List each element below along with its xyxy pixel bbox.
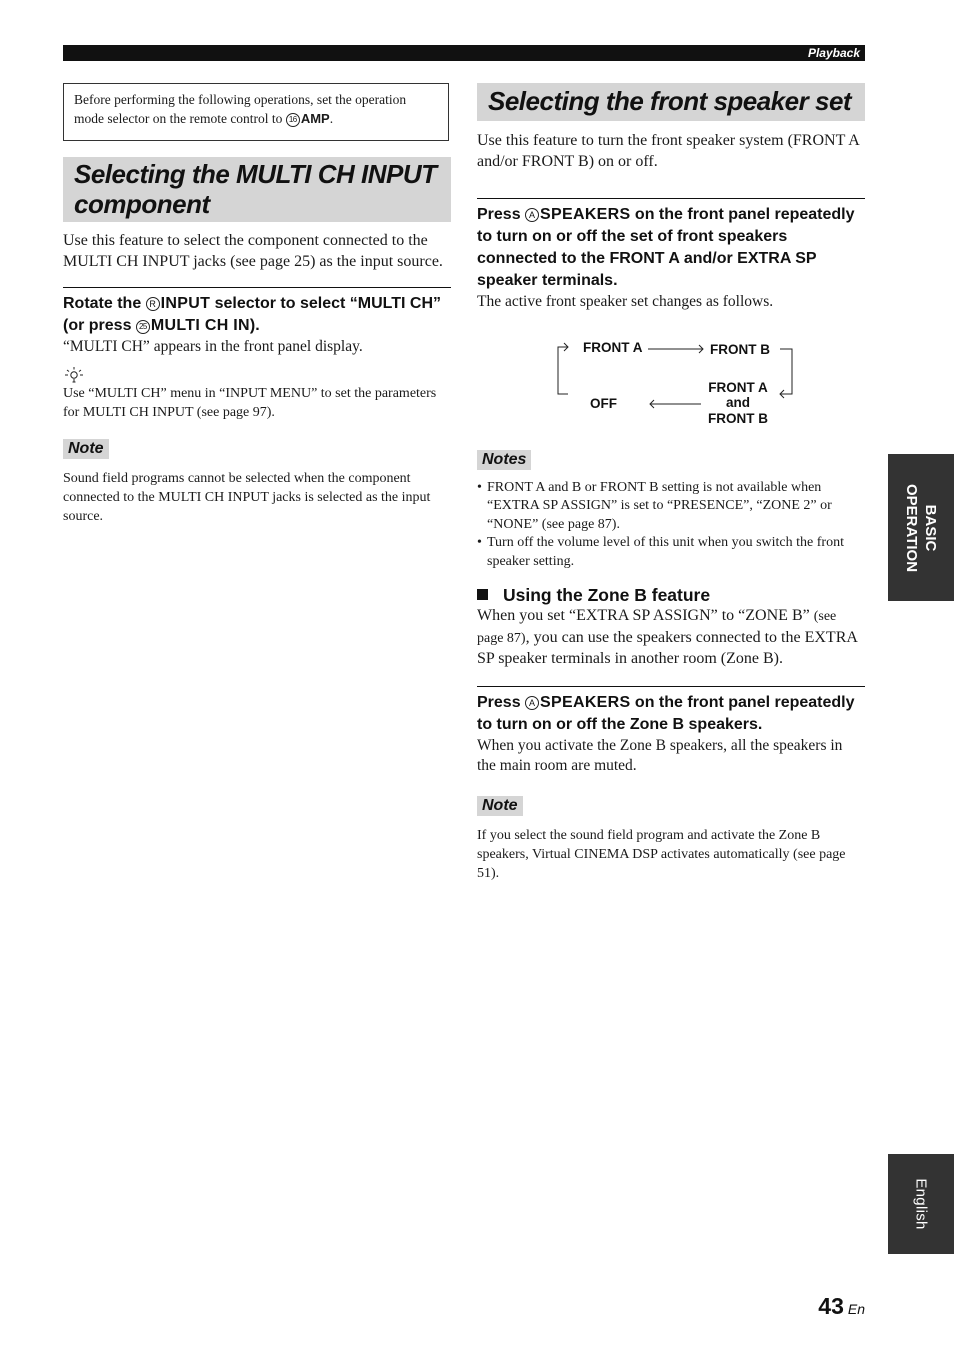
zone-b-text: When you set “EXTRA SP ASSIGN” to “ZONE B” (see page 87), you can use the speakers connected to the EXTRA SP speaker terminals in another room (Zone B).	[477, 607, 858, 667]
note-label: Note	[477, 796, 523, 816]
multi-ch-in-key: MULTI CH IN	[150, 317, 250, 334]
page-number: 43 En	[818, 1293, 865, 1319]
front-a-label: FRONT A	[583, 339, 643, 355]
notes-label: Notes	[477, 450, 531, 470]
amp-ref-number: 16	[286, 113, 300, 127]
section-name: Playback	[807, 46, 860, 60]
zone-b-subhead: Using the Zone B feature	[477, 584, 865, 606]
speakers-key: SPEAKERS	[540, 206, 631, 223]
list-item: • FRONT A and B or FRONT B setting is not available when “EXTRA SP ASSIGN” is set to “PRESENCE”, “ZONE 2” or “NONE” (see page 87).	[477, 479, 865, 535]
speakers-ref-letter: A	[525, 208, 539, 222]
speakers-key: SPEAKERS	[540, 693, 631, 711]
operation-mode-note: Before performing the following operations, set the operation mode selector on the remote control to 16 AMP.	[63, 83, 449, 141]
multi-ch-intro: Use this feature to select the component connected to the MULTI CH INPUT jacks (see page 25) as the input source.	[63, 232, 443, 270]
off-label: OFF	[590, 395, 617, 411]
operation-mode-text: Before performing the following operations, set the operation mode selector on the remote control to	[74, 92, 407, 126]
multi-ch-title: Selecting the MULTI CH INPUT component	[63, 157, 451, 222]
front-b-label: FRONT B	[710, 341, 770, 357]
tip-text: Use “MULTI CH” menu in “INPUT MENU” to set the parameters for MULTI CH INPUT (see page 97).	[63, 385, 437, 420]
front-a-and-b-label: FRONT A and FRONT B	[708, 379, 768, 426]
amp-ref-label: AMP	[300, 111, 330, 126]
left-column	[63, 83, 451, 526]
zone-b-note: If you select the sound field program and activate the Zone B speakers, Virtual CINEMA DSP activates automatically (see page 51).	[477, 827, 846, 881]
note-label: Note	[63, 439, 109, 459]
multi-ch-step-result: “MULTI CH” appears in the front panel display.	[63, 338, 363, 355]
speakers-ref-letter: A	[525, 696, 539, 710]
speakers-step-result: The active front speaker set changes as follows.	[477, 293, 774, 310]
speaker-set-cycle-diagram	[477, 332, 865, 442]
header-bar	[63, 45, 865, 61]
square-bullet-icon	[477, 589, 488, 600]
speakers-step: Press A SPEAKERS on the front panel repeatedly to turn on or off the set of front speakers connected to the FRONT A and/or EXTRA SP speaker terminals.	[477, 206, 855, 289]
input-key: INPUT	[160, 295, 211, 312]
front-speaker-intro: Use this feature to turn the front speaker system (FRONT A and/or FRONT B) on or off.	[477, 132, 859, 170]
multi-ch-in-ref-number: 25	[136, 320, 150, 334]
multi-ch-step: Rotate the R INPUT selector to select “MULTI CH” (or press 25 MULTI CH IN).	[63, 295, 442, 334]
list-item: • Turn off the volume level of this unit when you switch the front speaker setting.	[477, 534, 865, 571]
notes-list	[477, 479, 865, 572]
input-ref-letter: R	[146, 297, 160, 311]
english-tab: English	[888, 1154, 954, 1254]
basic-operation-tab: BASIC OPERATION	[888, 454, 954, 601]
right-column	[477, 83, 865, 883]
multi-ch-note: Sound field programs cannot be selected when the component connected to the MULTI CH INPUT jacks is selected as the input source.	[63, 470, 431, 524]
zone-b-step: Press A SPEAKERS on the front panel repeatedly to turn on or off the Zone B speakers.	[477, 693, 855, 733]
zone-b-step-result: When you activate the Zone B speakers, all the speakers in the main room are muted.	[477, 736, 843, 774]
cycle-arrows	[477, 332, 865, 442]
tip-icon	[63, 366, 451, 384]
front-speaker-title: Selecting the front speaker set	[477, 83, 865, 121]
